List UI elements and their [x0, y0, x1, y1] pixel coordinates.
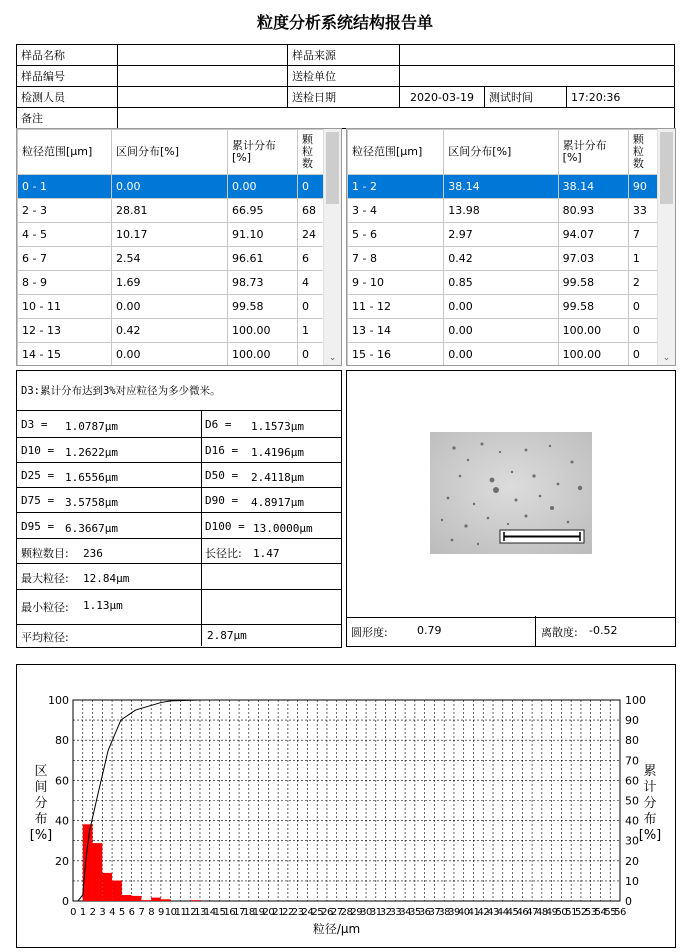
x-tick-label: 45 [506, 907, 519, 918]
right-grid-scrollbar[interactable] [657, 129, 675, 365]
x-tick-label: 17 [233, 907, 245, 918]
cell-interval[interactable]: 13.98 [444, 199, 558, 223]
x-tick-label: 21 [272, 907, 284, 918]
cell-interval[interactable]: 0.85 [444, 271, 558, 295]
cell-range[interactable]: 2 - 3 [18, 199, 112, 223]
x-tick-label: 56 [614, 907, 626, 918]
table-row[interactable] [18, 199, 328, 223]
d16-value: 1.4196μm [251, 446, 304, 459]
x-tick-label: 12 [184, 907, 197, 918]
distribution-bar [161, 899, 171, 901]
x-tick-label: 55 [604, 907, 617, 918]
d3-label: D3 = [21, 418, 48, 431]
dispersion-value: -0.52 [589, 624, 618, 637]
x-tick-label: 29 [350, 907, 363, 918]
scroll-thumb[interactable] [660, 132, 673, 204]
header-size-range[interactable]: 粒径范围[μm] [18, 130, 112, 175]
cell-range[interactable]: 14 - 15 [18, 343, 112, 367]
cell-count[interactable]: 0 [298, 295, 328, 319]
distribution-bar [151, 898, 161, 901]
x-tick-label: 13 [194, 907, 206, 918]
y-tick-label-right: 30 [625, 834, 639, 848]
x-tick-label: 51 [565, 907, 578, 918]
d16-label: D16 = [205, 444, 239, 457]
table-row[interactable] [348, 295, 659, 319]
cell-cumulative[interactable]: 38.14 [558, 175, 628, 199]
x-tick-label: 47 [526, 907, 538, 918]
distribution-bar [190, 900, 200, 901]
cell-count[interactable]: 7 [628, 223, 658, 247]
cell-cumulative[interactable]: 96.61 [228, 247, 298, 271]
x-tick-label: 24 [301, 907, 314, 918]
d10-label: D10 = [21, 444, 55, 457]
particle-count-value: 236 [83, 547, 103, 560]
cell-count[interactable]: 0 [628, 319, 658, 343]
y-tick-label-right: 60 [625, 774, 639, 788]
table-row[interactable] [348, 175, 659, 199]
cell-cumulative[interactable]: 0.00 [228, 175, 298, 199]
cell-count[interactable]: 68 [298, 199, 328, 223]
sample-info-table [16, 44, 675, 129]
table-row[interactable] [348, 319, 659, 343]
max-size-value: 12.84μm [83, 572, 130, 585]
x-tick-label: 27 [330, 907, 343, 918]
x-tick-label: 42 [477, 907, 490, 918]
distribution-bar [122, 895, 132, 901]
table-row[interactable] [18, 247, 328, 271]
x-tick-label: 44 [496, 907, 509, 918]
d90-value: 4.8917μm [251, 496, 304, 509]
distribution-bar [93, 843, 103, 901]
x-tick-label: 22 [282, 907, 294, 918]
y-tick-label-right: 0 [625, 895, 632, 908]
right-distribution-grid[interactable] [346, 128, 676, 366]
cell-interval[interactable]: 0.00 [444, 319, 558, 343]
cell-interval[interactable]: 0.00 [112, 175, 228, 199]
d3-note: D3:累计分布达到3%对应粒径为多少微米。 [21, 385, 221, 397]
cell-range[interactable]: 5 - 6 [348, 223, 444, 247]
cell-range[interactable]: 3 - 4 [348, 199, 444, 223]
cell-count[interactable]: 0 [298, 343, 328, 367]
micrograph-panel [346, 370, 676, 618]
d-statistics-panel [16, 370, 342, 648]
cell-count[interactable]: 0 [628, 295, 658, 319]
sample-source-label: 样品来源 [288, 45, 400, 66]
cell-range[interactable]: 9 - 10 [348, 271, 444, 295]
d75-value: 3.5758μm [65, 496, 118, 509]
d75-label: D75 = [21, 494, 55, 507]
x-tick-label: 46 [516, 907, 529, 918]
x-tick-label: 15 [213, 907, 226, 918]
d95-value: 6.3667μm [65, 522, 118, 535]
x-tick-label: 40 [457, 907, 470, 918]
cell-interval[interactable]: 1.69 [112, 271, 228, 295]
cell-cumulative[interactable]: 100.00 [228, 319, 298, 343]
particle-count-label: 颗粒数目: [21, 547, 69, 560]
x-tick-label: 18 [242, 907, 255, 918]
aspect-ratio-label: 长径比: [205, 547, 242, 560]
x-tick-label: 19 [252, 907, 265, 918]
x-tick-label: 4 [109, 907, 116, 918]
cell-range[interactable]: 15 - 16 [348, 343, 444, 367]
x-tick-label: 41 [467, 907, 480, 918]
roundness-label: 圆形度: [351, 626, 388, 639]
y-tick-label-right: 10 [625, 874, 639, 888]
distribution-chart-panel [16, 664, 676, 948]
cell-range[interactable]: 10 - 11 [18, 295, 112, 319]
cell-interval[interactable]: 0.42 [112, 319, 228, 343]
d90-label: D90 = [205, 494, 239, 507]
d6-label: D6 = [205, 418, 232, 431]
d10-value: 1.2622μm [65, 446, 118, 459]
y-tick-label-right: 100 [625, 694, 646, 707]
cell-range[interactable]: 13 - 14 [348, 319, 444, 343]
y-tick-label-left: 20 [55, 854, 69, 868]
cell-range[interactable]: 1 - 2 [348, 175, 444, 199]
table-row[interactable] [18, 319, 328, 343]
x-tick-label: 32 [379, 907, 392, 918]
cell-count[interactable]: 0 [628, 343, 658, 367]
table-row[interactable] [348, 223, 659, 247]
x-tick-label: 5 [118, 907, 125, 918]
cell-count[interactable]: 1 [628, 247, 658, 271]
x-tick-label: 52 [575, 907, 587, 918]
d25-label: D25 = [21, 469, 55, 482]
x-tick-label: 7 [138, 907, 145, 918]
cell-range[interactable]: 12 - 13 [18, 319, 112, 343]
header-particle-count[interactable]: 颗粒数 [628, 130, 658, 175]
cell-cumulative[interactable]: 100.00 [558, 319, 628, 343]
shape-stats-bar [346, 616, 676, 647]
cell-range[interactable]: 6 - 7 [18, 247, 112, 271]
sample-id-label: 样品编号 [17, 66, 118, 87]
left-grid-scrollbar[interactable] [323, 129, 341, 365]
cell-interval[interactable]: 28.81 [112, 199, 228, 223]
mean-size-label: 平均粒径: [21, 631, 69, 644]
table-row[interactable] [348, 343, 659, 367]
cell-cumulative[interactable]: 99.58 [558, 295, 628, 319]
submit-unit-label: 送检单位 [288, 66, 400, 87]
x-tick-label: 33 [389, 907, 402, 918]
y-tick-label-left: 60 [55, 774, 69, 788]
cell-interval[interactable]: 38.14 [444, 175, 558, 199]
x-tick-label: 37 [428, 907, 441, 918]
cell-cumulative[interactable]: 100.00 [558, 343, 628, 367]
x-tick-label: 0 [70, 907, 76, 918]
scroll-thumb[interactable] [326, 132, 339, 204]
y-tick-label-left: 0 [62, 895, 69, 908]
d100-value: 13.0000μm [253, 522, 313, 535]
x-tick-label: 34 [399, 907, 411, 918]
cell-interval[interactable]: 0.42 [444, 247, 558, 271]
x-tick-label: 48 [535, 907, 548, 918]
min-size-label: 最小粒径: [21, 601, 69, 614]
cell-cumulative[interactable]: 99.58 [558, 271, 628, 295]
left-distribution-grid[interactable] [16, 128, 342, 366]
d100-label: D100 = [205, 520, 245, 533]
sample-name-value [118, 45, 288, 66]
x-tick-label: 16 [223, 907, 236, 918]
cell-interval[interactable]: 0.00 [444, 295, 558, 319]
x-tick-label: 9 [157, 907, 164, 918]
y-tick-label-left: 40 [55, 814, 69, 828]
cell-count[interactable]: 6 [298, 247, 328, 271]
remark-label: 备注 [17, 108, 118, 129]
y-tick-label-right: 20 [625, 854, 639, 868]
x-tick-label: 8 [148, 907, 155, 918]
d25-value: 1.6556μm [65, 471, 118, 484]
mean-size-value: 2.87μm [207, 629, 247, 642]
micrograph-image [430, 432, 592, 554]
x-tick-label: 28 [340, 907, 353, 918]
cell-count[interactable]: 33 [628, 199, 658, 223]
distribution-bar [83, 824, 93, 901]
header-interval-dist[interactable]: 区间分布[%] [112, 130, 228, 175]
x-tick-label: 26 [321, 907, 333, 918]
roundness-value: 0.79 [417, 624, 442, 637]
x-tick-label: 38 [438, 907, 451, 918]
x-tick-label: 49 [545, 907, 558, 918]
header-cumulative-dist[interactable]: 累计分布[%] [228, 130, 298, 175]
aspect-ratio-value: 1.47 [253, 547, 280, 560]
submit-unit-value [400, 66, 675, 87]
cell-range[interactable]: 8 - 9 [18, 271, 112, 295]
x-tick-label: 39 [448, 907, 460, 918]
table-row[interactable] [18, 271, 328, 295]
distribution-bar [102, 873, 112, 901]
d50-label: D50 = [205, 469, 239, 482]
y-tick-label-right: 90 [625, 714, 639, 728]
cell-interval[interactable]: 0.00 [112, 295, 228, 319]
cell-interval[interactable]: 10.17 [112, 223, 228, 247]
x-tick-label: 54 [594, 907, 607, 918]
cell-count[interactable]: 2 [628, 271, 658, 295]
header-interval-dist[interactable]: 区间分布[%] [444, 130, 558, 175]
cell-interval[interactable]: 0.00 [112, 343, 228, 367]
sample-source-value [400, 45, 675, 66]
cell-cumulative[interactable]: 80.93 [558, 199, 628, 223]
report-title: 粒度分析系统结构报告单 [256, 13, 433, 32]
distribution-chart [17, 665, 673, 945]
test-time-value: 17:20:36 [567, 87, 675, 108]
test-time-label: 测试时间 [485, 87, 567, 108]
cell-count[interactable]: 0 [298, 175, 328, 199]
distribution-bar [112, 881, 122, 901]
x-tick-label: 30 [360, 907, 372, 918]
min-size-value: 1.13μm [83, 599, 123, 612]
cell-range[interactable]: 11 - 12 [348, 295, 444, 319]
distribution-bar [132, 896, 142, 901]
x-tick-label: 11 [174, 907, 187, 918]
scroll-down-icon[interactable]: ⌄ [328, 353, 337, 363]
table-row[interactable] [18, 175, 328, 199]
cell-cumulative[interactable]: 91.10 [228, 223, 298, 247]
x-tick-label: 1 [79, 907, 86, 918]
cell-cumulative[interactable]: 94.07 [558, 223, 628, 247]
x-tick-label: 2 [89, 907, 96, 918]
x-tick-label: 31 [369, 907, 382, 918]
cell-cumulative[interactable]: 66.95 [228, 199, 298, 223]
inspector-label: 检测人员 [17, 87, 118, 108]
cell-interval[interactable]: 2.97 [444, 223, 558, 247]
cell-cumulative[interactable]: 99.58 [228, 295, 298, 319]
sample-id-value [118, 66, 288, 87]
cell-interval[interactable]: 2.54 [112, 247, 228, 271]
table-row[interactable] [348, 199, 659, 223]
x-tick-label: 14 [203, 907, 216, 918]
header-cumulative-dist[interactable]: 累计分布[%] [558, 130, 628, 175]
x-axis-label: 粒径/μm [312, 922, 361, 936]
scroll-down-icon[interactable]: ⌄ [662, 353, 671, 363]
cell-cumulative[interactable]: 97.03 [558, 247, 628, 271]
remark-value [118, 108, 675, 129]
x-tick-label: 36 [418, 907, 431, 918]
x-tick-label: 53 [584, 907, 597, 918]
cell-interval[interactable]: 0.00 [444, 343, 558, 367]
inspector-value [118, 87, 288, 108]
submit-date-label: 送检日期 [288, 87, 400, 108]
d50-value: 2.4118μm [251, 471, 304, 484]
dispersion-label: 离散度: [541, 626, 578, 639]
x-tick-label: 35 [409, 907, 421, 918]
x-tick-label: 23 [291, 907, 304, 918]
x-tick-label: 20 [262, 907, 275, 918]
max-size-label: 最大粒径: [21, 572, 69, 585]
table-row[interactable] [348, 247, 659, 271]
cell-range[interactable]: 0 - 1 [18, 175, 112, 199]
cell-cumulative[interactable]: 100.00 [228, 343, 298, 367]
y-tick-label-right: 40 [625, 814, 639, 828]
y-tick-label-right: 50 [625, 794, 639, 808]
table-row[interactable] [18, 295, 328, 319]
table-row[interactable] [18, 343, 328, 367]
cell-count[interactable]: 90 [628, 175, 658, 199]
d6-value: 1.1573μm [251, 420, 304, 433]
cell-range[interactable]: 7 - 8 [348, 247, 444, 271]
table-row[interactable] [348, 271, 659, 295]
y-tick-label-right: 70 [625, 754, 639, 768]
x-tick-label: 50 [555, 907, 568, 918]
cell-count[interactable]: 4 [298, 271, 328, 295]
cell-range[interactable]: 4 - 5 [18, 223, 112, 247]
distribution-bar [141, 900, 151, 901]
header-size-range[interactable]: 粒径范围[μm] [348, 130, 444, 175]
cell-count[interactable]: 24 [298, 223, 328, 247]
x-tick-label: 43 [487, 907, 499, 918]
sample-name-label: 样品名称 [17, 45, 118, 66]
header-particle-count[interactable]: 颗粒数 [298, 130, 328, 175]
cell-count[interactable]: 1 [298, 319, 328, 343]
cell-cumulative[interactable]: 98.73 [228, 271, 298, 295]
table-row[interactable] [18, 223, 328, 247]
d3-value: 1.0787μm [65, 420, 118, 433]
submit-date-value: 2020-03-19 [400, 87, 485, 108]
x-tick-label: 6 [128, 907, 135, 918]
y-tick-label-left: 80 [55, 734, 69, 748]
x-tick-label: 25 [311, 907, 324, 918]
y-tick-label-right: 80 [625, 734, 639, 748]
x-tick-label: 3 [99, 907, 106, 918]
x-tick-label: 10 [164, 907, 177, 918]
y-axis-label-left: 区间分布[%] [29, 764, 53, 843]
y-axis-label-right: 累计分布[%] [638, 764, 662, 843]
y-tick-label-left: 100 [48, 694, 69, 707]
d95-label: D95 = [21, 520, 55, 533]
